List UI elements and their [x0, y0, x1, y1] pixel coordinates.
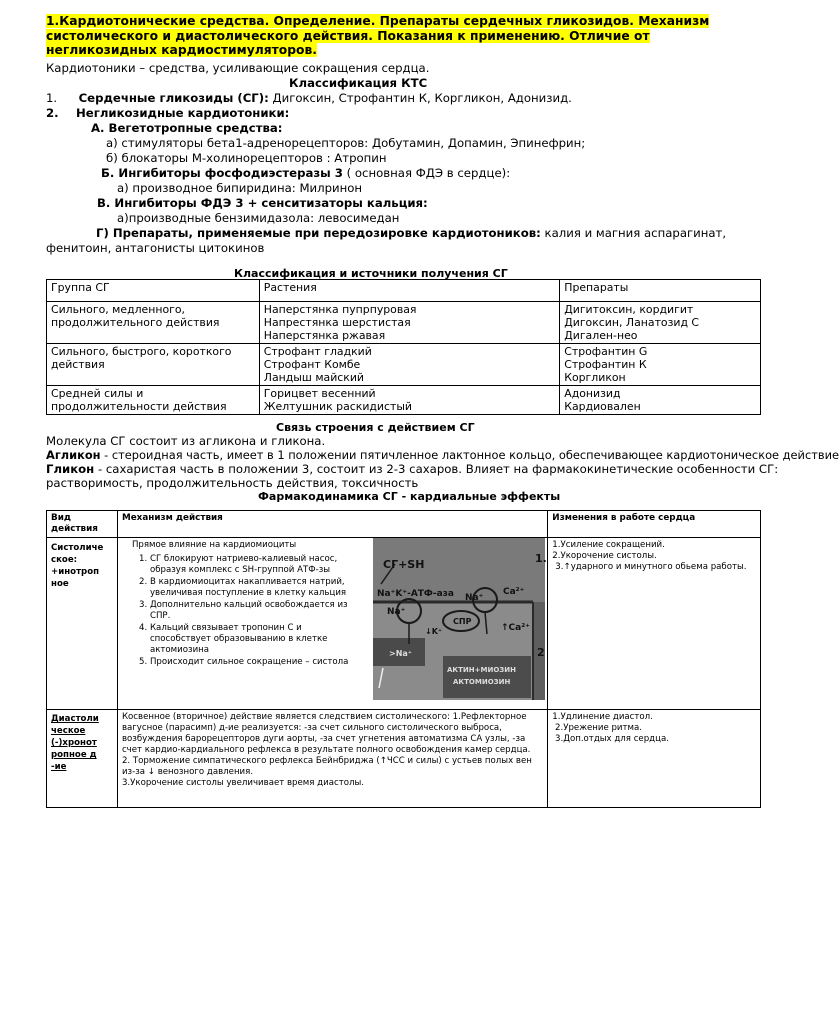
sg-classification-table [46, 279, 761, 415]
structure-line-last: растворимость, продолжительность действия, токсичность [46, 476, 419, 490]
change-item: 2.Урежение ритма. [552, 723, 642, 733]
table-row-diastolic [47, 710, 761, 808]
aglycone-line [46, 448, 839, 463]
ktc-item-2 [46, 106, 289, 121]
mechanism-figure [373, 538, 545, 700]
mechanism-intro: Прямое влияние на кардиомиоциты [131, 540, 297, 550]
plant: Напрестянка шерстистая [263, 316, 411, 329]
figure-number-2: 2 [537, 646, 545, 659]
changes-cell [548, 538, 761, 710]
plant: Строфант Комбе [263, 358, 361, 371]
table-row [47, 386, 761, 415]
change-item: 2.Укорочение систолы. [552, 551, 657, 561]
figure-label-na-1: Na⁺ [387, 607, 406, 617]
kind-line-part: (-)хроно [51, 738, 92, 748]
figure-label-pump: Na⁺K⁺-АТФ-аза [377, 589, 454, 599]
figure-label-ca-2: ↑Ca²⁺ [501, 623, 530, 633]
drug: Дигален-нео [564, 329, 638, 342]
figure-label-na-in: >Na⁺ [389, 649, 413, 658]
plants-cell [259, 302, 559, 344]
figure-label-k: ↓K⁺ [425, 627, 443, 636]
kind-line: ропное д [51, 750, 97, 760]
drugs-cell [560, 302, 761, 344]
plant: Строфант гладкий [263, 345, 372, 358]
list-item: 1. СГ блокируют натриево-калиевый насос, образуя комплекс с SH-группой АТФ-зы [150, 554, 362, 576]
drug: Строфантин G [564, 345, 648, 358]
ktc-g-text-2: фенитоин, антагонисты цитокинов [46, 241, 265, 255]
ktc-g-bold: Г) Препараты, применяемые при передозировке кардиотоников: [96, 226, 541, 240]
ktc-item-1-num: 1. [46, 91, 58, 105]
glycone-label: Гликон [46, 462, 95, 476]
plants-cell [259, 344, 559, 386]
change-item: 3.Доп.отдых для сердца. [552, 734, 669, 744]
ktc-b [101, 166, 510, 181]
kind-line: Диастоли [51, 714, 99, 724]
table-header-row [47, 280, 761, 302]
ktc-a-2: б) блокаторы М-холинорецепторов : Атропин [106, 151, 387, 165]
column-header: Препараты [560, 280, 761, 302]
kind-line: +инотроп [51, 567, 100, 577]
column-header: Вид действия [47, 511, 118, 538]
drug: Кардиовален [564, 400, 641, 413]
change-item: 3.↑ударного и минутного обьема работы. [555, 562, 747, 572]
figure-label-actin-myosin: АКТИН+МИОЗИН [447, 666, 516, 674]
sg-table-title: Классификация и источники получения СГ [234, 267, 508, 280]
ktc-item-2-bold: Негликозидные кардиотоники: [76, 106, 290, 120]
list-item: 5. Происходит сильное сокращение – систола [150, 657, 362, 668]
kind-line: -ие [51, 762, 67, 772]
ktc-item-1 [46, 91, 572, 106]
drugs-cell [560, 344, 761, 386]
ktc-item-1-bold: Сердечные гликозиды (СГ): [78, 91, 269, 105]
figure-label-sg-sh: СГ+SH [383, 558, 425, 571]
change-item: 1.Усиление сокращений. [552, 540, 665, 550]
plant: Наперстянка пупрпуровая [263, 303, 417, 316]
figure-label-na-2: Na⁺ [465, 593, 484, 603]
plant: Ландыш майский [263, 371, 365, 384]
drug: Дигоксин, Ланатозид С [564, 316, 700, 329]
table-header-row [47, 511, 761, 538]
ktc-v-title: В. Ингибиторы ФДЭ 3 + сенситизаторы кальция: [97, 196, 428, 210]
mechanism-steps [122, 554, 362, 668]
structure-line-1: Молекула СГ состоит из агликона и гликона. [46, 434, 326, 448]
change-item: 1.Удлинение диастол. [552, 712, 653, 722]
kind-line [51, 737, 113, 749]
column-header: Изменения в работе сердца [548, 511, 761, 538]
kind-cell [47, 538, 118, 710]
aglycone-label: Агликон [46, 448, 101, 462]
aglycone-text: - стероидная часть, имеет в 1 положении пятичленное лактонное кольцо, обеспечивающее кардиотоническое действие [100, 448, 839, 462]
figure-label-actomyosin: АКТОМИОЗИН [453, 678, 511, 686]
ktc-g [96, 226, 726, 241]
figure-label-spr: СПР [453, 617, 472, 626]
figure-number-1: 1. [535, 552, 547, 565]
drug: Коргликон [564, 371, 626, 384]
ktc-v-1: а)производные бензимидазола: левосимедан [117, 211, 400, 225]
definition: Кардиотоники – средства, усиливающие сокращения сердца. [46, 61, 430, 75]
kind-line: Систоличе [51, 543, 104, 553]
ktc-item-1-text: Дигоксин, Строфантин К, Коргликон, Адонизид. [268, 91, 572, 105]
ktc-title: Классификация КТС [289, 76, 428, 90]
kind-line-part: т [91, 738, 97, 748]
glycone-text: - сахаристая часть в положении 3, состоит из 2-3 сахаров. Влияет на фармакокинетические особенности СГ: [94, 462, 779, 476]
table-row [47, 344, 761, 386]
figure-label-ca-1: Ca²⁺ [503, 587, 525, 597]
kind-cell [47, 710, 118, 808]
ktc-a-title: А. Вегетотропные средства: [91, 121, 283, 135]
mechanism-cell [117, 710, 547, 808]
ktc-b-text: ( основная ФДЭ в сердце): [342, 166, 511, 180]
plant: Желтушник раскидистый [263, 400, 413, 413]
page-heading [46, 14, 761, 58]
column-header: Растения [259, 280, 559, 302]
group-cell: Сильного, быстрого, короткого действия [47, 344, 260, 386]
ktc-a-1: а) стимуляторы бета1-адренорецепторов: Добутамин, Допамин, Эпинефрин; [106, 136, 586, 150]
plants-cell [259, 386, 559, 415]
pd-title: Фармакодинамика СГ - кардиальные эффекты [258, 490, 561, 503]
kind-line: ческое [51, 726, 86, 736]
plant: Горицвет весенний [263, 387, 376, 400]
list-item: 2. В кардиомиоцитах накапливается натрий, увеличивая поступление в клетку кальция [150, 577, 362, 599]
drug: Адонизид [564, 387, 621, 400]
heading-text: 1.Кардиотонические средства. Определение. Препараты сердечных гликозидов. Механизм систолического и диастолического действия. Показания к применению. Отличие от негликозидных кардиостимуляторов. [46, 14, 710, 58]
mechanism-text-3: 3.Укорочение систолы увеличивает время диастолы. [121, 778, 364, 788]
ktc-b-bold: Б. Ингибиторы фосфодиэстеразы 3 [101, 166, 343, 180]
ktc-item-2-num: 2. [46, 106, 59, 120]
cardiomyocyte-diagram [373, 538, 545, 700]
mechanism-text-2: 2. Торможение симпатического рефлекса Бейнбриджа (↑ЧСС и силы) с устьев полых вен из-за ↓ венозного давления. [121, 756, 532, 777]
kind-line: ное [51, 579, 69, 589]
ktc-b-1: а) производное бипиридина: Милринон [117, 181, 363, 195]
changes-cell [548, 710, 761, 808]
structure-title: Связь строения с действием СГ [276, 421, 475, 434]
mechanism-text: Косвенное (вторичное) действие является следствием систолического: 1.Рефлекторное вагусное (парасимп) д-ие реализуется: -за счет сильного систолического выброса, возбуждения барорецепторов дуги аорты, -за счет угнетения автоматизма СА узлы, -за счет кардио-кардиального рефлекса в результате полного освобождения камер сердца. [121, 712, 531, 755]
group-cell: Средней силы и продолжительности действия [47, 386, 260, 415]
column-header: Механизм действия [117, 511, 547, 538]
plant: Наперстянка ржавая [263, 329, 386, 342]
drugs-cell [560, 386, 761, 415]
column-header: Группа СГ [47, 280, 260, 302]
kind-line: ское: [51, 555, 78, 565]
list-item: 3. Дополнительно кальций освобождается из СПР. [150, 600, 362, 622]
list-item: 4. Кальций связывает тропонин С и способствует образовыванию в клетке актомиозина [150, 623, 362, 656]
glycone-line [46, 462, 778, 477]
drug: Дигитоксин, кордигит [564, 303, 694, 316]
table-row [47, 302, 761, 344]
ktc-g-text: калия и магния аспарагинат, [540, 226, 727, 240]
group-cell: Сильного, медленного, продолжительного действия [47, 302, 260, 344]
drug: Строфантин К [564, 358, 647, 371]
